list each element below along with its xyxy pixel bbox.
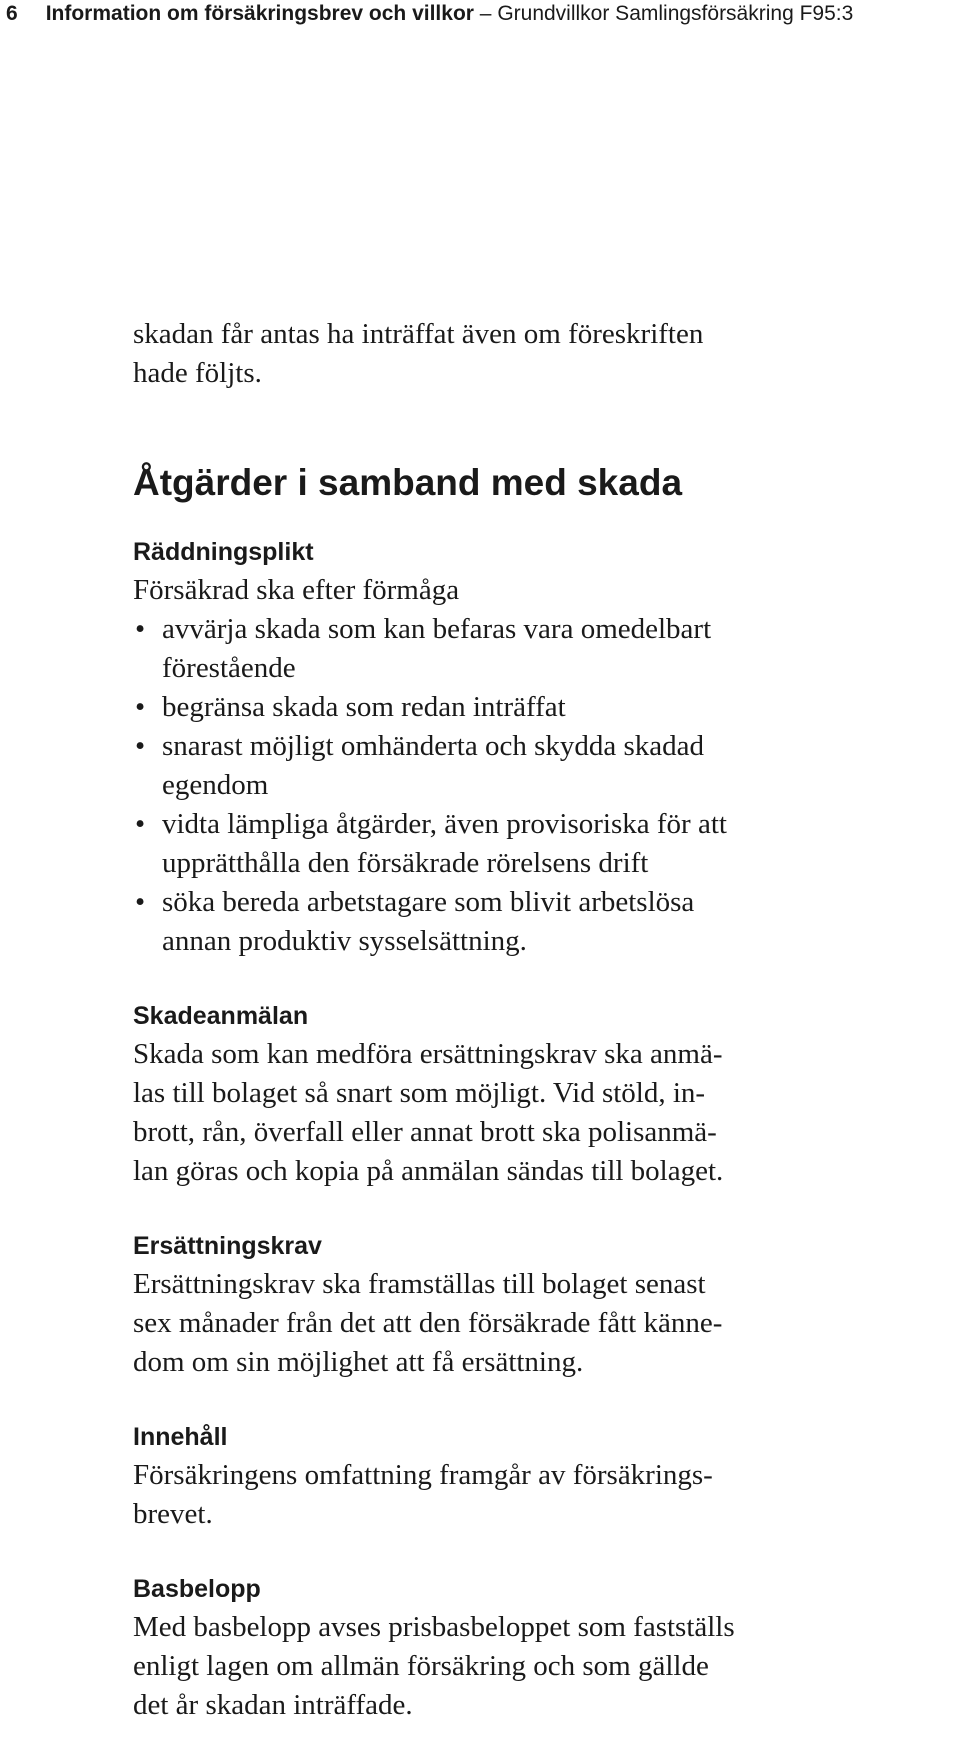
header-separator: –: [473, 2, 498, 25]
list-item: [133, 805, 893, 883]
basbelopp-text: [133, 1608, 893, 1725]
intro-paragraph: [133, 315, 893, 393]
text-line: sex månader från det att den försäkrade fått känne-: [133, 1307, 723, 1339]
list-item-text: upprätthålla den försäkrade rörelsens drift: [162, 847, 649, 879]
page-header: [6, 0, 853, 30]
list-item-text: söka bereda arbetstagare som blivit arbetslösa: [162, 886, 695, 918]
innehall-section: [133, 1420, 893, 1534]
raddningsplikt-section: [133, 535, 893, 961]
text-line: Ersättningskrav ska framställas till bolaget senast: [133, 1268, 706, 1300]
list-item: [133, 727, 893, 805]
raddningsplikt-list: [133, 610, 893, 961]
document-subtitle: Grundvillkor Samlingsförsäkring F95:3: [497, 2, 854, 25]
intro-line: skadan får antas ha inträffat även om föreskriften: [133, 318, 704, 350]
bullet-icon: •: [135, 613, 146, 645]
text-line: Med basbelopp avses prisbasbeloppet som fastställs: [133, 1611, 735, 1643]
text-line: Skada som kan medföra ersättningskrav ska anmä-: [133, 1038, 723, 1070]
text-line: brott, rån, överfall eller annat brott ska polisanmä-: [133, 1116, 717, 1148]
innehall-text: [133, 1456, 893, 1534]
skadeanmalan-text: [133, 1035, 893, 1191]
ersattningskrav-heading: Ersättningskrav: [133, 1232, 322, 1260]
innehall-heading: Innehåll: [133, 1423, 228, 1451]
text-line: lan göras och kopia på anmälan sändas till bolaget.: [133, 1155, 724, 1187]
list-item-text: begränsa skada som redan inträffat: [162, 691, 566, 723]
text-line: dom om sin möjlighet att få ersättning.: [133, 1346, 584, 1378]
bullet-icon: •: [135, 691, 146, 723]
bullet-icon: •: [135, 808, 146, 840]
raddningsplikt-intro: Försäkrad ska efter förmåga: [133, 574, 460, 606]
skadeanmalan-heading: Skadeanmälan: [133, 1002, 309, 1030]
bullet-icon: •: [135, 886, 146, 918]
raddningsplikt-heading: Räddningsplikt: [133, 538, 314, 566]
basbelopp-heading: Basbelopp: [133, 1575, 261, 1603]
document-title: Information om försäkringsbrev och villkor: [45, 2, 474, 25]
list-item-text: annan produktiv sysselsättning.: [162, 925, 527, 957]
skadeanmalan-section: [133, 999, 893, 1191]
section-title: Åtgärder i samband med skada: [133, 462, 683, 503]
list-item: [133, 610, 893, 688]
ersattningskrav-text: [133, 1265, 893, 1382]
page-number: 6: [6, 2, 18, 25]
page-content: [133, 315, 893, 1763]
bullet-icon: •: [135, 730, 146, 762]
ersattningskrav-section: [133, 1229, 893, 1382]
list-item: [133, 688, 893, 727]
intro-line: hade följts.: [133, 357, 262, 389]
text-line: brevet.: [133, 1498, 213, 1530]
text-line: enligt lagen om allmän försäkring och som gällde: [133, 1650, 709, 1682]
text-line: det år skadan inträffade.: [133, 1689, 413, 1721]
text-line: Försäkringens omfattning framgår av försäkrings-: [133, 1459, 713, 1491]
basbelopp-section: [133, 1572, 893, 1725]
list-item-text: avvärja skada som kan befaras vara omedelbart: [162, 613, 712, 645]
list-item-text: egendom: [162, 769, 269, 801]
list-item-text: förestående: [162, 652, 296, 684]
text-line: las till bolaget så snart som möjligt. Vid stöld, in-: [133, 1077, 706, 1109]
list-item-text: snarast möjligt omhänderta och skydda skadad: [162, 730, 705, 762]
list-item: [133, 883, 893, 961]
list-item-text: vidta lämpliga åtgärder, även provisoriska för att: [162, 808, 727, 840]
